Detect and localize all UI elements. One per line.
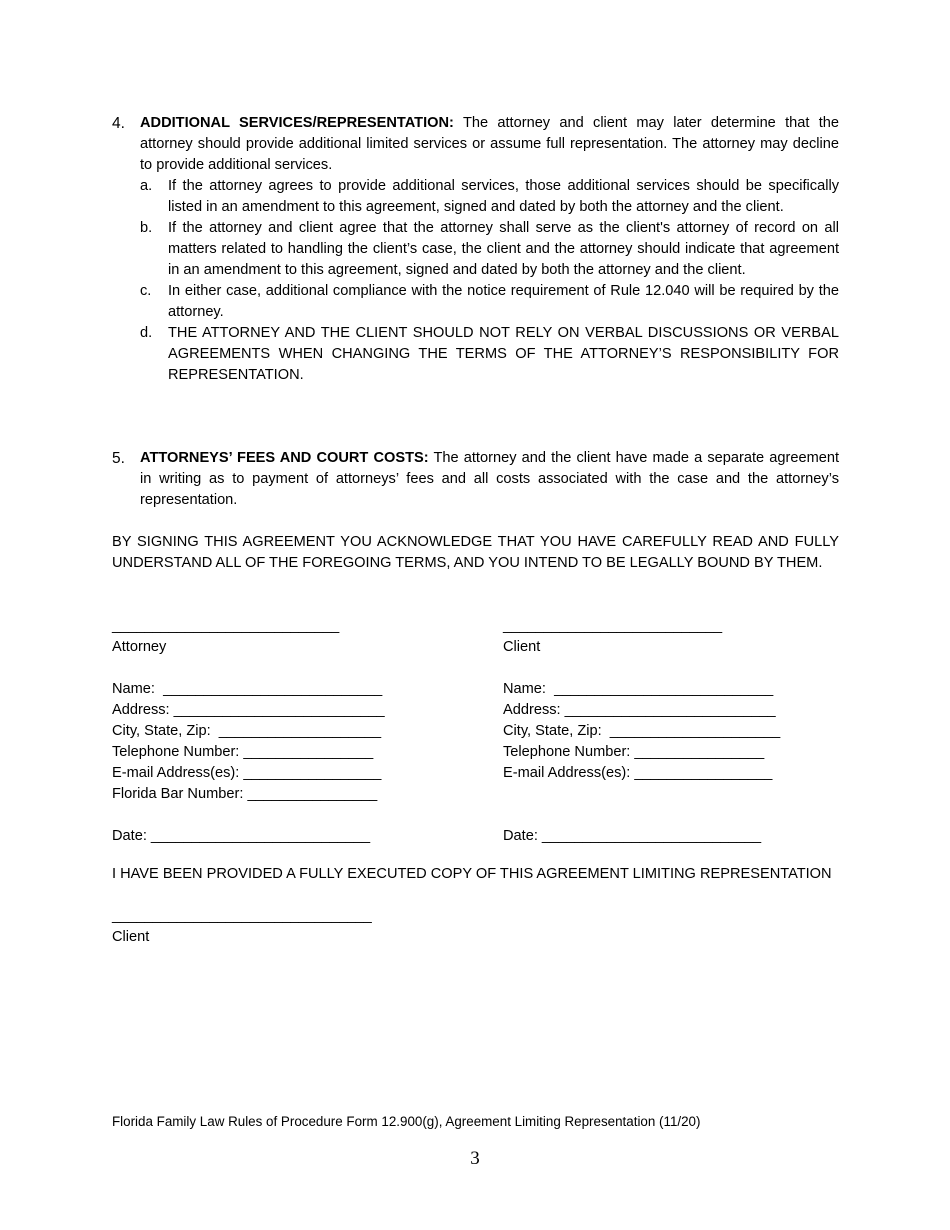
attorney-date-field[interactable]: Date: ___________________________ bbox=[112, 828, 371, 844]
attorney-email-field[interactable]: E-mail Address(es): _________________ bbox=[112, 765, 382, 781]
section-4-body bbox=[140, 113, 839, 176]
client-name-field[interactable]: Name: ___________________________ bbox=[503, 681, 774, 697]
client-label: Client bbox=[503, 639, 541, 655]
attorney-telephone-field[interactable]: Telephone Number: ________________ bbox=[112, 744, 374, 760]
list-item bbox=[140, 176, 839, 218]
attorney-signature-block bbox=[112, 616, 385, 847]
section-5 bbox=[112, 448, 839, 511]
list-item-letter: c. bbox=[140, 283, 152, 299]
list-item bbox=[140, 218, 839, 281]
section-5-number: 5. bbox=[112, 450, 125, 467]
client-city-field[interactable]: City, State, Zip: _____________________ bbox=[503, 723, 781, 739]
attorney-name-field[interactable]: Name: ___________________________ bbox=[112, 681, 383, 697]
client-address-field[interactable]: Address: __________________________ bbox=[503, 702, 776, 718]
section-4-number: 4. bbox=[112, 115, 125, 132]
list-item-text: THE ATTORNEY AND THE CLIENT SHOULD NOT RELY ON VERBAL DISCUSSIONS OR VERBAL AGREEMENTS WHEN CHANGING THE TERMS OF THE ATTORNEY’S RESPONSIBILITY FOR REPRESENTATION. bbox=[168, 325, 839, 383]
attorney-bar-number-field[interactable]: Florida Bar Number: ________________ bbox=[112, 786, 378, 802]
acknowledgment-statement: BY SIGNING THIS AGREEMENT YOU ACKNOWLEDGE THAT YOU HAVE CAREFULLY READ AND FULLY UNDERSTAND ALL OF THE FOREGOING TERMS, AND YOU INTEND TO BE LEGALLY BOUND BY THEM. bbox=[112, 534, 839, 571]
section-4-text: The attorney and client may later determine that the attorney should provide additional limited services or assume full representation. The attorney may decline to provide additional services. bbox=[140, 115, 840, 173]
section-4-heading: ADDITIONAL SERVICES/REPRESENTATION: bbox=[140, 115, 454, 131]
section-4 bbox=[112, 113, 839, 386]
page-number: 3 bbox=[470, 1148, 480, 1169]
list-item-letter: b. bbox=[140, 220, 153, 236]
attorney-city-field[interactable]: City, State, Zip: ____________________ bbox=[112, 723, 382, 739]
final-client-signature-block bbox=[112, 906, 372, 948]
list-item bbox=[140, 323, 839, 386]
attorney-address-field[interactable]: Address: __________________________ bbox=[112, 702, 385, 718]
section-5-heading: ATTORNEYS’ FEES AND COURT COSTS: bbox=[140, 450, 429, 466]
list-item-text: If the attorney and client agree that the attorney shall serve as the client's attorney of record on all matters related to handling the client’s case, the client and the attorney should indicate that agreement in an amendment to this agreement, signed and dated by both the attorney and the client. bbox=[168, 220, 839, 278]
section-5-body bbox=[140, 448, 839, 511]
list-item-text: If the attorney agrees to provide additional services, those additional services should be specifically listed in an amendment to this agreement, signed and dated by both the attorney and the client. bbox=[168, 178, 839, 215]
final-client-signature-line[interactable]: ________________________________ bbox=[112, 908, 372, 924]
section-5-text: The attorney and the client have made a separate agreement in writing as to payment of attorneys’ fees and all costs associated with the case and the attorney’s representation. bbox=[140, 450, 840, 508]
attorney-label: Attorney bbox=[112, 639, 167, 655]
list-item bbox=[140, 281, 839, 323]
client-date-field[interactable]: Date: ___________________________ bbox=[503, 828, 762, 844]
list-item-letter: d. bbox=[140, 325, 153, 341]
final-client-label: Client bbox=[112, 929, 150, 945]
client-signature-block bbox=[503, 616, 780, 847]
client-signature-line[interactable]: ___________________________ bbox=[503, 618, 723, 634]
section-4-list bbox=[140, 176, 839, 386]
attorney-signature-line[interactable]: ____________________________ bbox=[112, 618, 340, 634]
form-footer: Florida Family Law Rules of Procedure Form 12.900(g), Agreement Limiting Representation (11/20) bbox=[112, 1114, 701, 1129]
receipt-statement: I HAVE BEEN PROVIDED A FULLY EXECUTED COPY OF THIS AGREEMENT LIMITING REPRESENTATION bbox=[112, 866, 832, 882]
client-email-field[interactable]: E-mail Address(es): _________________ bbox=[503, 765, 773, 781]
client-telephone-field[interactable]: Telephone Number: ________________ bbox=[503, 744, 765, 760]
list-item-letter: a. bbox=[140, 178, 153, 194]
list-item-text: In either case, additional compliance with the notice requirement of Rule 12.040 will be required by the attorney. bbox=[168, 283, 839, 320]
